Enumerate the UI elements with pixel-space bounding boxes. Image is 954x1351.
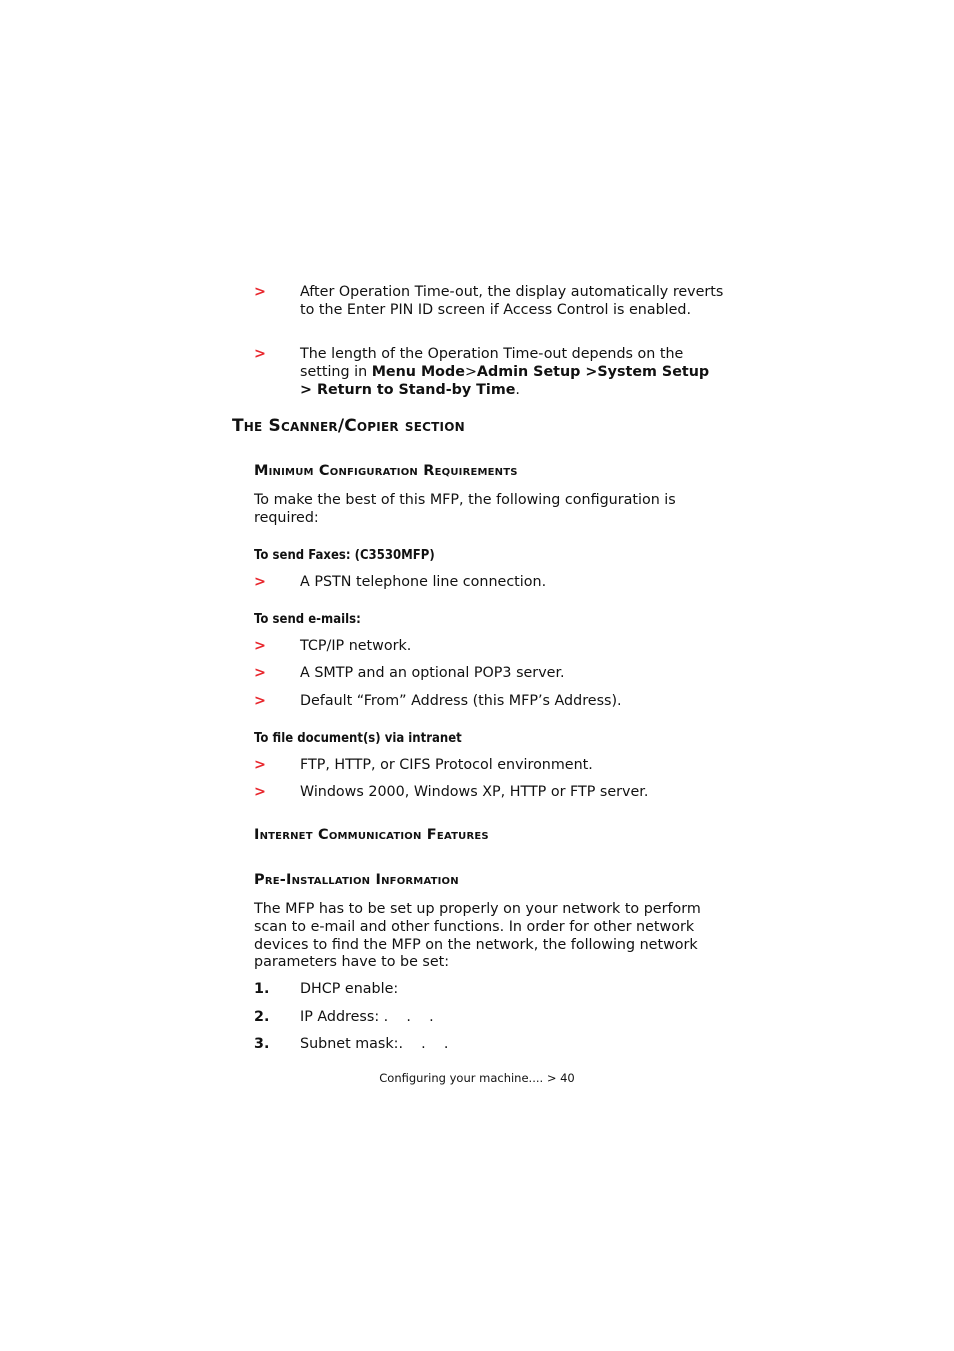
faxes-heading: To send Faxes: (C3530MFP) [254, 548, 435, 563]
text-run: . [515, 381, 520, 398]
menu-path-bold: Menu Mode [371, 363, 465, 380]
step-text: IP Address: . . . [300, 1009, 434, 1025]
internet-heading: Internet Communication Features [254, 827, 489, 843]
bullet-arrow: > [254, 665, 266, 681]
text-run: The length of the Operation Time-out depends on the setting in [300, 346, 684, 380]
step-number: 1. [254, 981, 270, 997]
min-config-heading: Minimum Configuration Requirements [254, 463, 518, 479]
preinstall-heading: Pre-Installation Information [254, 872, 459, 888]
page-footer: Configuring your machine.... > 40 [379, 1071, 575, 1085]
bullet-arrow: > [254, 574, 266, 590]
bullet-arrow: > [254, 346, 266, 362]
bullet-text: TCP/IP network. [300, 638, 412, 654]
step-text: Subnet mask:. . . [300, 1036, 449, 1052]
min-config-intro: To make the best of this MFP, the following configuration is required: [254, 492, 676, 526]
bullet-text: After Operation Time-out, the display automatically reverts to the Enter PIN ID screen if Access Control is enabled. [300, 284, 724, 318]
bullet-text [300, 346, 724, 399]
section-title: The Scanner/Copier section [232, 416, 465, 436]
step-text: DHCP enable: [300, 981, 399, 997]
bullet-text: A PSTN telephone line connection. [300, 574, 547, 590]
menu-path-bold: Admin Setup >System Setup > Return to Stand-by Time [300, 363, 710, 398]
bullet-item [254, 638, 724, 656]
emails-heading: To send e-mails: [254, 612, 361, 627]
numbered-step [254, 1009, 724, 1027]
bullet-item [254, 693, 724, 711]
bullet-item [254, 574, 724, 592]
numbered-step [254, 981, 724, 999]
numbered-step [254, 1036, 724, 1054]
text-run: > [464, 363, 477, 380]
step-number: 3. [254, 1036, 270, 1052]
bullet-arrow: > [254, 638, 266, 654]
intranet-heading: To file document(s) via intranet [254, 731, 462, 746]
bullet-item [254, 784, 724, 802]
bullet-text: A SMTP and an optional POP3 server. [300, 665, 565, 681]
bullet-item [254, 665, 724, 683]
bullet-text: Default “From” Address (this MFP’s Address). [300, 693, 622, 709]
bullet-text: Windows 2000, Windows XP, HTTP or FTP server. [300, 784, 649, 800]
bullet-item [254, 284, 724, 320]
bullet-item [254, 757, 724, 775]
bullet-item [254, 346, 724, 399]
bullet-text: FTP, HTTP, or CIFS Protocol environment. [300, 757, 593, 773]
preinstall-intro: The MFP has to be set up properly on your network to perform scan to e-mail and other functions. In order for other network devices to find the MFP on the network, the following network parameters have to be set: [254, 901, 701, 971]
bullet-arrow: > [254, 284, 266, 300]
bullet-arrow: > [254, 784, 266, 800]
step-number: 2. [254, 1009, 270, 1025]
bullet-arrow: > [254, 693, 266, 709]
bullet-arrow: > [254, 757, 266, 773]
